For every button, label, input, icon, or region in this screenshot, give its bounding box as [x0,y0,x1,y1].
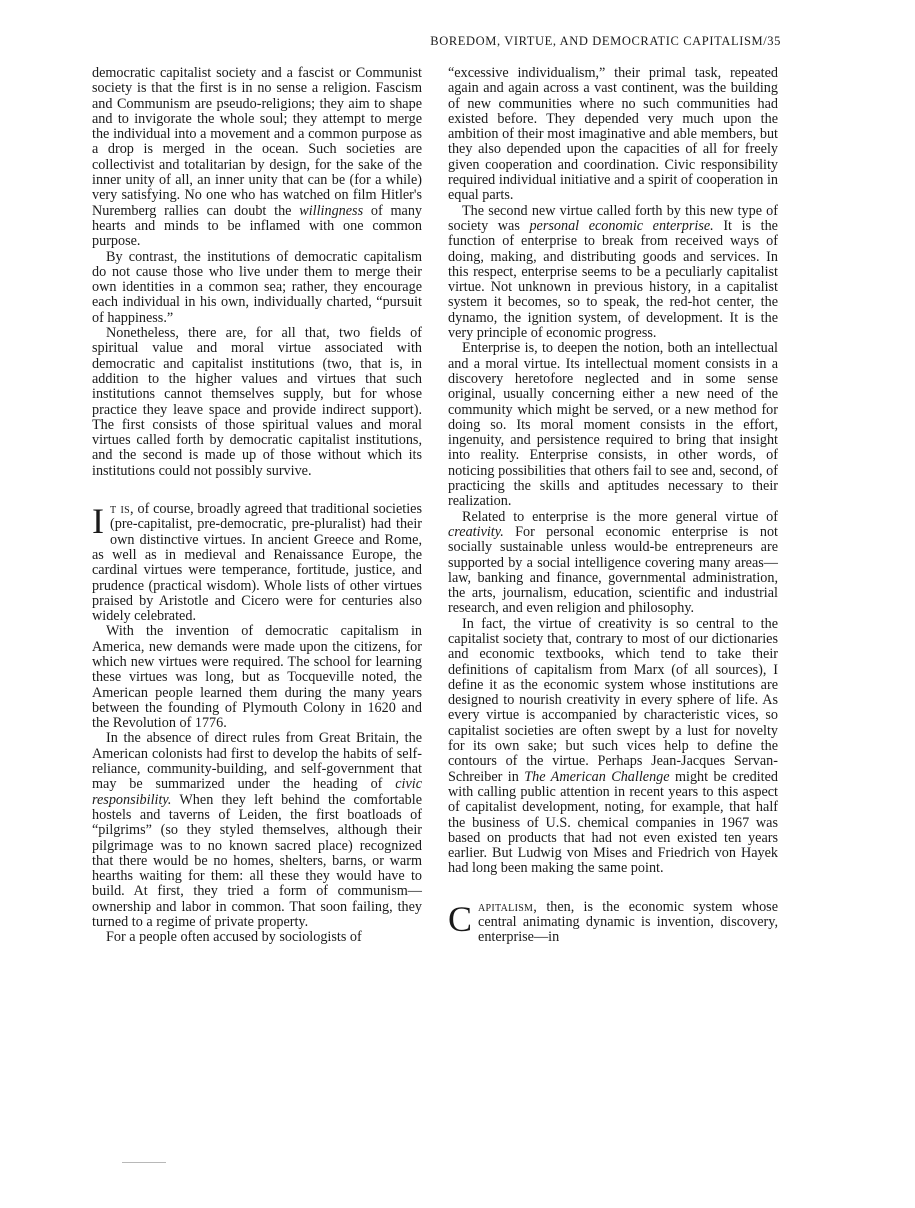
right-column [448,66,778,946]
paragraph-text: might be credited with calling public attention in recent years to this aspect of capitalist development, noting, for example, that half the business of U.S. chemical companies in 1967 was based on products that had not even existed ten years earlier. But Ludwig von Mises and Friedrich von Hayek had long been making the same point. [448,768,778,877]
drop-cap: I [92,501,104,542]
paragraph-text: of many hearts and minds to be inflamed with one common purpose. [92,202,423,250]
paragraph-text: of course, broadly agreed that traditional societies (pre-capitalist, pre-democratic, pre-pluralist) had their own distinctive virtues. In ancient Greece and Rome, as well as in medieval and Renaissance Europe, the cardinal virtues were temperance, fortitude, justice, and prudence (practical wisdom). Whole lists of other virtues praised by Aristotle and Cicero were for centuries also widely celebrated. [92,501,422,625]
paragraph [92,66,422,250]
section-opening-paragraph [448,900,778,946]
running-head: BOREDOM, VIRTUE, AND DEMOCRATIC CAPITALISM/35 [430,34,781,48]
paragraph: “excessive individualism,” their primal task, repeated again and again across a vast continent, was the building of new communities where no such communities had existed before. They depended very much upon the ambition of their most imaginative and able members, but they also depended upon the capacities of all for freely given cooperation and coordination. Civic responsibility required individual initiative and a spirit of cooperation in equal parts. [448,65,778,204]
paragraph [448,204,778,342]
section-opening-paragraph [92,502,422,624]
paragraph-text: Related to enterprise is the more general virtue of [462,508,778,525]
small-caps-lead: apitalism, [478,898,538,915]
drop-cap: C [448,898,473,939]
paragraph-text: For personal economic enterprise is not socially sustainable unless would-be entrepreneurs are supported by a social intelligence covering many areas—law, banking and finance, governmental administration, the arts, journalism, education, scientific and industrial research, and even religion and philosophy. [448,523,778,617]
emphasis: personal economic enterprise. [529,217,714,234]
paragraph: For a people often accused by sociologists of [106,929,362,946]
left-column [92,66,422,946]
emphasis: civic responsibility. [92,776,422,808]
small-caps-lead: t is, [110,501,134,518]
paragraph-text: In the absence of direct rules from Great Britain, the American colonists had first to develop the habits of self-reliance, community-building, and self-government that may be summarized under the heading of [92,730,422,793]
paragraph: Nonetheless, there are, for all that, two fields of spiritual value and moral virtue associated with democratic and capitalist institutions (two, that is, in addition to the higher values and virtues that such institutions cannot themselves supply, but for whose practice they leave space and provide indirect support). The first consists of those spiritual values and moral virtues called forth by democratic capitalist institutions, and the second is made up of those without which its institutions could not possibly survive. [92,325,422,479]
emphasis: The American Challenge [524,768,670,785]
paragraph [448,510,778,617]
paragraph-text: then, is the economic system whose central animating dynamic is invention, discovery, enterprise—in [478,898,778,946]
paragraph-text: The second new virtue called forth by this new type of society was [448,202,778,234]
paragraph [92,731,422,930]
paragraph-text: democratic capitalist society and a fascist or Communist society is that the first is in no sense a religion. Fascism and Communism are pseudo-religions; they aim to shape and to invigorate the whole soul; they attempt to merge the individual into a movement and a common purpose as a drop is merged in the ocean. Such societies are collectivist and totalitarian by design, for the sake of the inner unity of all, an inner unity that can be (for a while) very satisfying. No one who has watched on film Hitler's Nuremberg rallies can doubt the [92,65,422,219]
paragraph: With the invention of democratic capitalism in America, new demands were made upon the citizens, for which new virtues were required. The school for learning these virtues was long, but as Tocqueville noted, the American people learned them during the many years between the founding of Plymouth Colony in 1620 and the Revolution of 1776. [92,623,422,732]
paragraph-text: It is the function of enterprise to break from received ways of doing, making, and distributing goods and services. In this respect, enterprise seems to be a peculiarly capitalist virtue. Not unknown in previous history, in a capitalist system it becomes, so to speak, the red-hot center, the dynamo, the ignition system, of development. It is the very principle of economic progress. [448,217,778,342]
footer-rule [122,1162,166,1163]
paragraph-text: In fact, the virtue of creativity is so central to the capitalist society that, contrary to most of our dictionaries and economic textbooks, which tend to take their definitions of capitalism from Marx (of all sources), I define it as the economic system whose institutions are designed to nourish creativity in every sphere of life. As every virtue is accompanied by characteristic vices, so capitalist societies are often swept by a lust for novelty for its own sake; but such vices help to define the contours of the virtue. Perhaps Jean-Jacques Servan-Schreiber in [448,615,778,785]
paragraph-text: When they left behind the comfortable hostels and taverns of Leiden, the first boatloads of “pilgrims” (so they styled themselves, although their pilgrimage was to no known sacred place) recognized that there would be no homes, shelters, barns, or warm hearths waiting for them: all these they would have to build. At first, they tried a form of communism—ownership and labor in common. That soon failing, they turned to a regime of private property. [92,791,422,931]
emphasis: creativity. [448,523,504,540]
paragraph: Enterprise is, to deepen the notion, both an intellectual and a moral virtue. Its intellectual moment consists in a discovery heretofore neglected and in some sense original, usually concerning either a new need of the community which might be served, or a new method for doing so. Its moral moment consists in the effort, ingenuity, and persistence required to bring that insight into reality. Enterprise consists, in other words, of noticing possibilities that others fail to see and, second, of practicing the skills and aptitudes necessary to their realization. [448,340,778,510]
emphasis: willingness [299,202,364,219]
paragraph: By contrast, the institutions of democratic capitalism do not cause those who live under them to merge their own identities in a common sea; rather, they encourage each individual in his own, individually charted, “pursuit of happiness.” [92,248,422,326]
paragraph [448,617,778,877]
